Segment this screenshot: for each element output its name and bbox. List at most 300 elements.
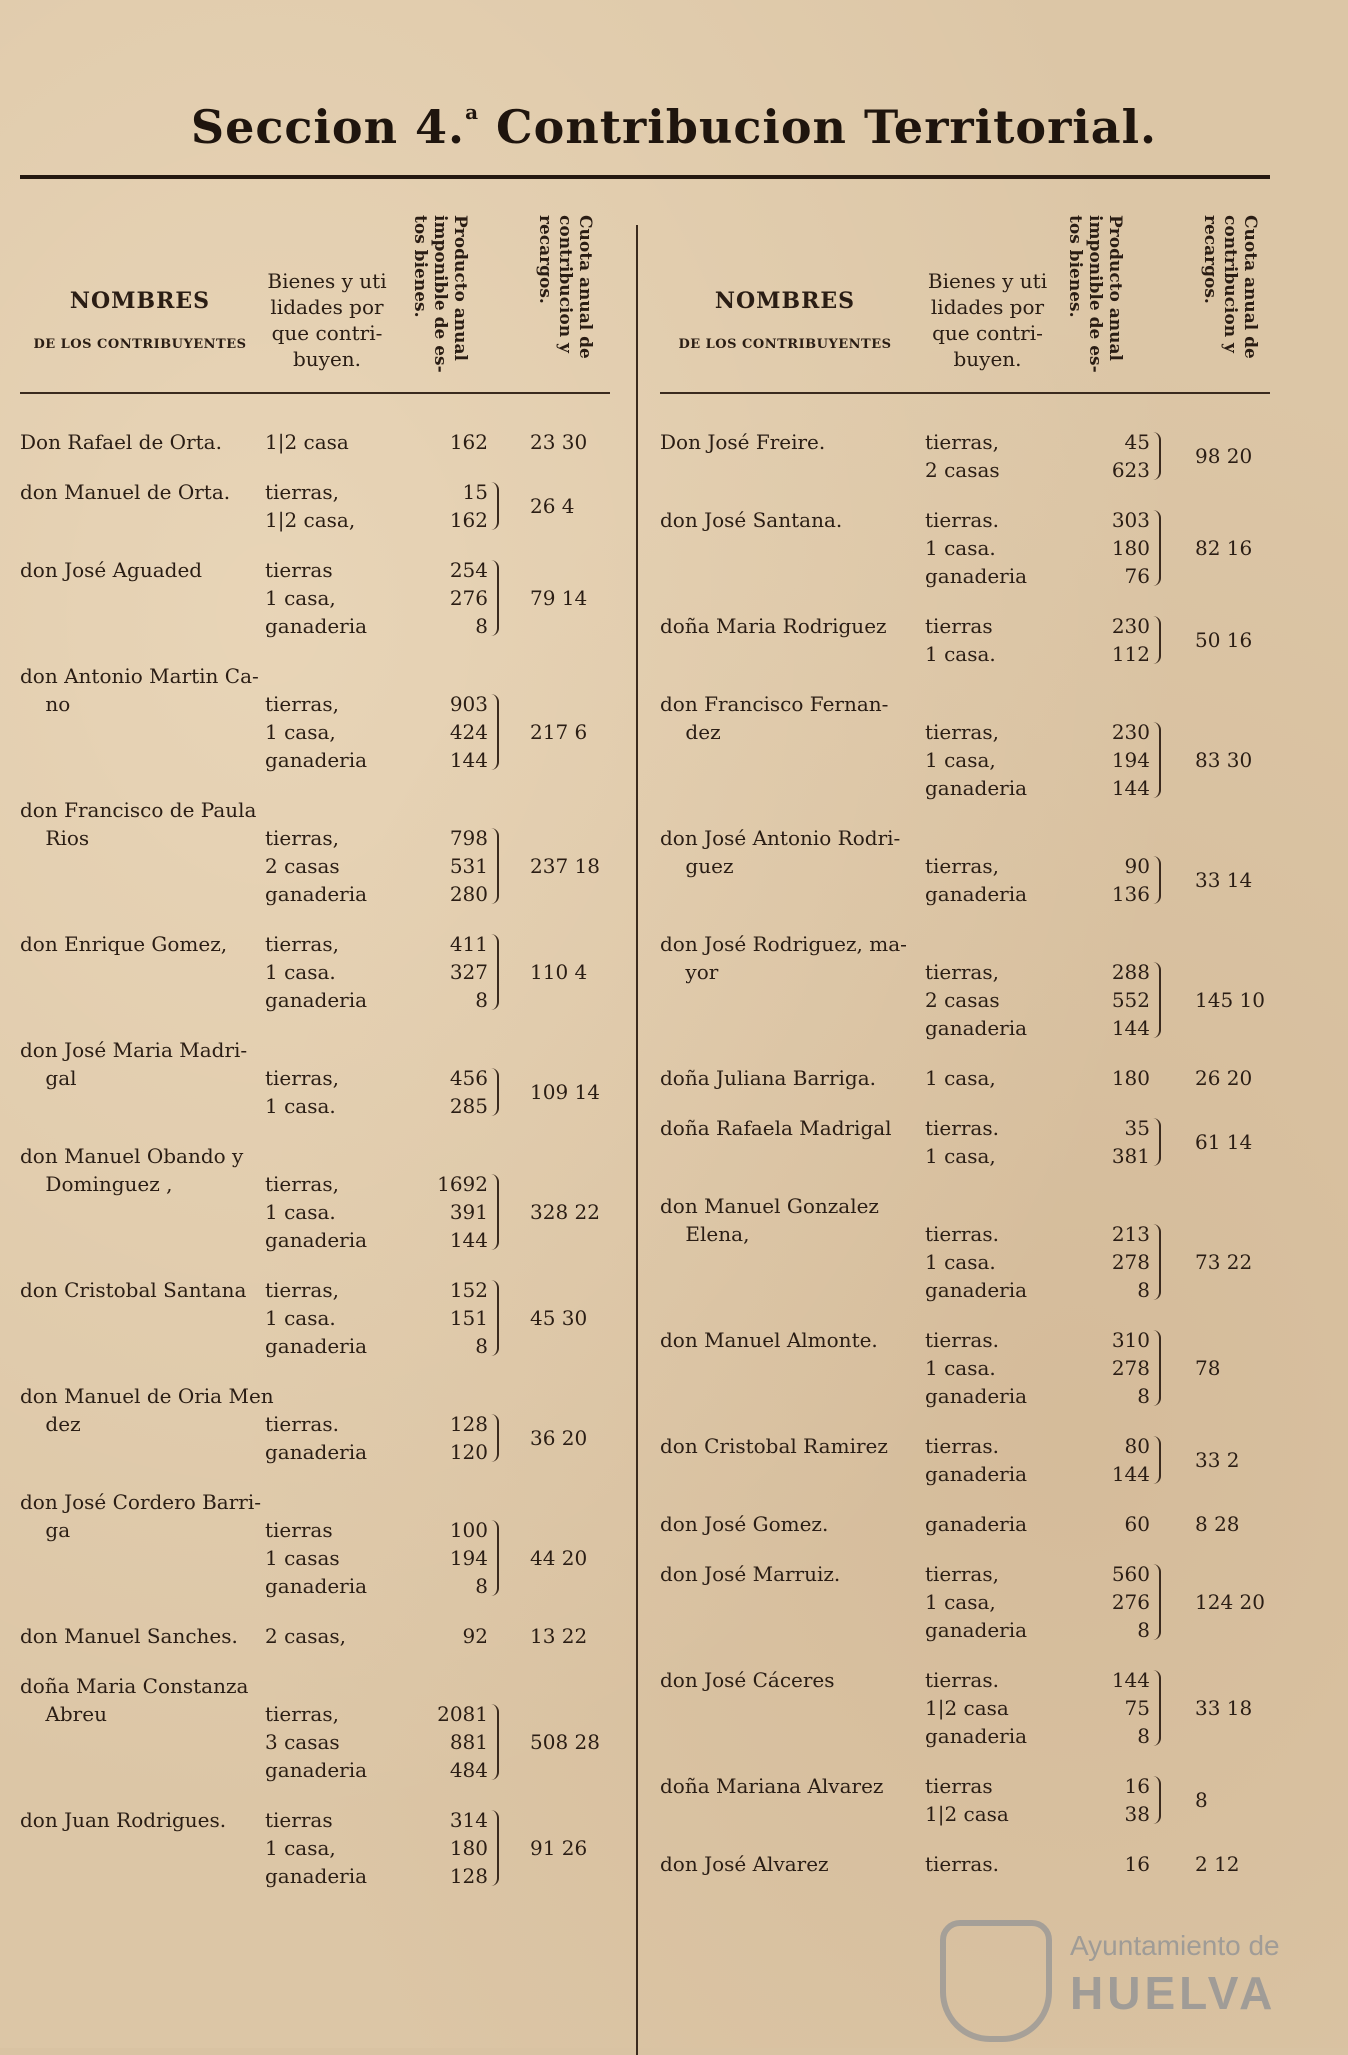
goods-item: 1 casa,	[925, 1144, 996, 1168]
values-list	[1082, 1326, 1150, 1410]
value-item: 411	[449, 932, 488, 956]
values-list	[1082, 958, 1150, 1042]
annual-quota: 78	[1195, 1356, 1221, 1380]
contributor-name: don José Santana.	[660, 508, 843, 532]
brace	[491, 482, 499, 530]
contributor-name: don José Cordero Barri- ga	[20, 1490, 261, 1542]
goods-list	[925, 1326, 1027, 1410]
right-header-bienes	[920, 268, 1055, 372]
values-list	[420, 1622, 488, 1650]
brace	[1153, 1670, 1161, 1746]
header-names-small: DE LOS CONTRIBUYENTES	[33, 337, 247, 352]
contributor-name: don Francisco de Paula Rios	[20, 798, 257, 850]
brace	[491, 1810, 499, 1886]
header-bienes-line: lidades por	[270, 295, 384, 319]
goods-list	[265, 1064, 339, 1120]
contributor-name: doña Rafaela Madrigal	[660, 1116, 892, 1140]
contributor-name: doña Juliana Barriga.	[660, 1066, 877, 1090]
goods-list	[925, 1560, 1027, 1644]
value-item: 144	[449, 1228, 488, 1252]
goods-item: 2 casas	[925, 458, 1000, 482]
contributor-name: don José Maria Madri- gal	[20, 1038, 248, 1090]
goods-list	[925, 1510, 1027, 1538]
contributor-name: don José Antonio Rodri- guez	[660, 826, 901, 878]
value-item: 903	[449, 692, 488, 716]
goods-list	[925, 612, 996, 668]
brace	[491, 560, 499, 636]
values-list	[420, 1276, 488, 1360]
value-item: 112	[1111, 642, 1150, 666]
value-item: 15	[462, 480, 488, 504]
brace	[491, 1414, 499, 1462]
goods-item: ganaderia	[265, 988, 368, 1012]
value-item: 8	[1137, 1724, 1150, 1748]
goods-item: ganaderia	[265, 1864, 368, 1888]
contributor-name: don Manuel de Orta.	[20, 480, 231, 504]
value-item: 314	[449, 1808, 488, 1832]
goods-item: 1 casa.	[265, 960, 336, 984]
goods-item: ganaderia	[925, 776, 1028, 800]
title-rest: Contribucion Territorial.	[479, 100, 1158, 154]
brace	[1153, 1564, 1161, 1640]
goods-item: 1 casa.	[925, 642, 996, 666]
contributor-name: don Manuel Obando y Dominguez ,	[20, 1144, 244, 1196]
goods-list	[265, 1622, 346, 1650]
value-item: 35	[1124, 1116, 1150, 1140]
brace	[1153, 616, 1161, 664]
goods-item: 1 casa.	[265, 1306, 336, 1330]
values-list	[1082, 1114, 1150, 1170]
value-item: 16	[1124, 1774, 1150, 1798]
annual-quota: 83 30	[1195, 748, 1253, 772]
left-header-bienes	[262, 268, 392, 372]
value-item: 180	[1111, 536, 1150, 560]
annual-quota: 73 22	[1195, 1250, 1253, 1274]
goods-item: 1|2 casa,	[265, 508, 356, 532]
goods-list	[925, 852, 1027, 908]
goods-item: 1|2 casa	[265, 430, 349, 454]
goods-item: 1 casa.	[925, 536, 996, 560]
column-divider	[636, 225, 638, 2055]
goods-item: 2 casas	[925, 988, 1000, 1012]
goods-item: tierras,	[265, 1172, 339, 1196]
goods-item: ganaderia	[925, 1016, 1028, 1040]
contributor-name: don Cristobal Ramirez	[660, 1434, 888, 1458]
value-item: 8	[1137, 1618, 1150, 1642]
goods-list	[925, 1220, 1027, 1304]
goods-item: 1|2 casa	[925, 1802, 1009, 1826]
brace	[491, 694, 499, 770]
goods-item: ganaderia	[925, 1278, 1028, 1302]
goods-list	[265, 1410, 367, 1466]
contributor-name: don José Marruiz.	[660, 1562, 841, 1586]
goods-item: tierras	[265, 1518, 333, 1542]
values-list	[1082, 1850, 1150, 1878]
contributor-name: doña Maria Constanza Abreu	[20, 1674, 249, 1726]
goods-item: tierras.	[925, 1116, 999, 1140]
goods-list	[265, 690, 367, 774]
goods-list	[925, 506, 1027, 590]
value-item: 456	[449, 1066, 488, 1090]
value-item: 798	[449, 826, 488, 850]
goods-item: ganaderia	[925, 1618, 1028, 1642]
goods-list	[925, 1666, 1027, 1750]
value-item: 80	[1124, 1434, 1150, 1458]
goods-list	[265, 478, 355, 534]
value-item: 162	[449, 430, 488, 454]
values-list	[1082, 1666, 1150, 1750]
contributor-name: don Manuel de Oria Men dez	[20, 1384, 274, 1436]
goods-list	[265, 930, 367, 1014]
values-list	[1082, 852, 1150, 908]
values-list	[1082, 1220, 1150, 1304]
annual-quota: 109 14	[530, 1080, 600, 1104]
value-item: 75	[1124, 1696, 1150, 1720]
goods-list	[265, 1276, 367, 1360]
archive-stamp	[940, 1910, 1320, 2020]
right-header-producto: Producto anual imponible de es- tos bienes.	[1065, 215, 1125, 373]
goods-item: 1 casa.	[925, 1250, 996, 1274]
value-item: 144	[1111, 1668, 1150, 1692]
goods-item: tierras	[925, 614, 993, 638]
value-item: 881	[449, 1730, 488, 1754]
goods-item: ganaderia	[265, 1228, 368, 1252]
annual-quota: 124 20	[1195, 1590, 1265, 1614]
goods-item: 2 casas	[265, 854, 340, 878]
page-title	[0, 100, 1348, 154]
goods-list	[925, 1064, 996, 1092]
goods-item: tierras.	[925, 508, 999, 532]
brace	[1153, 722, 1161, 798]
annual-quota: 145 10	[1195, 988, 1265, 1012]
value-item: 144	[1111, 776, 1150, 800]
value-item: 213	[1111, 1222, 1150, 1246]
goods-item: ganaderia	[925, 1462, 1028, 1486]
shield-icon	[940, 1920, 1052, 2042]
value-item: 391	[449, 1200, 488, 1224]
brace	[1153, 1118, 1161, 1166]
goods-item: tierras	[265, 1808, 333, 1832]
annual-quota: 13 22	[530, 1624, 588, 1648]
values-list	[420, 428, 488, 456]
value-item: 310	[1111, 1328, 1150, 1352]
value-item: 120	[449, 1440, 488, 1464]
value-item: 60	[1124, 1512, 1150, 1536]
value-item: 144	[1111, 1016, 1150, 1040]
header-bienes-line: buyen.	[292, 347, 362, 371]
contributor-name: don Enrique Gomez,	[20, 932, 228, 956]
goods-item: ganaderia	[925, 564, 1028, 588]
goods-item: 2 casas,	[265, 1624, 347, 1648]
goods-item: tierras	[265, 558, 333, 582]
values-list	[420, 824, 488, 908]
header-names-big: NOMBRES	[714, 288, 856, 314]
value-item: 194	[1111, 748, 1150, 772]
left-header-rule	[20, 392, 610, 394]
brace	[1153, 1224, 1161, 1300]
goods-list	[265, 556, 367, 640]
right-header-names	[660, 290, 910, 356]
brace	[1153, 510, 1161, 586]
left-header-cuota: Cuota anual de contribucion y recargos.	[535, 215, 595, 359]
annual-quota: 33 14	[1195, 868, 1253, 892]
goods-list	[925, 1850, 999, 1878]
values-list	[420, 690, 488, 774]
annual-quota: 45 30	[530, 1306, 588, 1330]
goods-item: tierras,	[925, 854, 999, 878]
goods-item: ganaderia	[925, 1384, 1028, 1408]
goods-item: 1 casa.	[265, 1200, 336, 1224]
goods-list	[265, 824, 367, 908]
value-item: 303	[1111, 508, 1150, 532]
goods-item: tierras.	[925, 1434, 999, 1458]
value-item: 8	[1137, 1278, 1150, 1302]
contributor-name: don Manuel Sanches.	[20, 1624, 238, 1648]
goods-list	[265, 1700, 367, 1784]
title-superscript: a	[465, 100, 480, 124]
value-item: 45	[1124, 430, 1150, 454]
value-item: 136	[1111, 882, 1150, 906]
contributor-name: don Cristobal Santana	[20, 1278, 247, 1302]
brace	[1153, 1436, 1161, 1484]
contributor-name: don Antonio Martin Ca- no	[20, 664, 259, 716]
goods-item: ganaderia	[265, 748, 368, 772]
value-item: 280	[449, 882, 488, 906]
annual-quota: 33 2	[1195, 1448, 1240, 1472]
value-item: 623	[1111, 458, 1150, 482]
brace	[491, 828, 499, 904]
values-list	[420, 556, 488, 640]
goods-list	[925, 1432, 1027, 1488]
values-list	[1082, 506, 1150, 590]
value-item: 560	[1111, 1562, 1150, 1586]
values-list	[420, 1064, 488, 1120]
values-list	[1082, 1432, 1150, 1488]
goods-item: ganaderia	[265, 1440, 368, 1464]
goods-list	[925, 1772, 1009, 1828]
goods-item: ganaderia	[925, 882, 1028, 906]
goods-item: ganaderia	[925, 1724, 1028, 1748]
header-bienes-line: que contri-	[932, 321, 1043, 345]
title-main: Seccion 4.	[190, 100, 466, 154]
value-item: 381	[1111, 1144, 1150, 1168]
goods-item: 1 casa,	[265, 1836, 336, 1860]
goods-item: 1 casa,	[925, 1590, 996, 1614]
goods-list	[925, 718, 1027, 802]
stamp-line2: HUELVA	[1070, 1967, 1277, 2019]
value-item: 76	[1124, 564, 1150, 588]
goods-item: tierras,	[925, 1562, 999, 1586]
contributor-name: don Francisco Fernan- dez	[660, 692, 889, 744]
goods-item: tierras,	[265, 1066, 339, 1090]
goods-item: 1|2 casa	[925, 1696, 1009, 1720]
annual-quota: 110 4	[530, 960, 588, 984]
values-list	[420, 1170, 488, 1254]
annual-quota: 8	[1195, 1788, 1208, 1812]
goods-item: tierras.	[925, 1328, 999, 1352]
annual-quota: 98 20	[1195, 444, 1253, 468]
contributor-name: doña Mariana Alvarez	[660, 1774, 884, 1798]
value-item: 8	[475, 1574, 488, 1598]
value-item: 531	[449, 854, 488, 878]
annual-quota: 217 6	[530, 720, 588, 744]
goods-list	[265, 1170, 367, 1254]
annual-quota: 26 20	[1195, 1066, 1253, 1090]
annual-quota: 508 28	[530, 1730, 600, 1754]
goods-item: ganaderia	[265, 882, 368, 906]
value-item: 327	[449, 960, 488, 984]
value-item: 92	[462, 1624, 488, 1648]
value-item: 8	[475, 614, 488, 638]
value-item: 254	[449, 558, 488, 582]
goods-item: tierras,	[265, 1278, 339, 1302]
value-item: 1692	[437, 1172, 488, 1196]
goods-item: tierras,	[265, 932, 339, 956]
goods-list	[925, 958, 1027, 1042]
stamp-line1: Ayuntamiento de	[1070, 1930, 1280, 1961]
value-item: 128	[449, 1864, 488, 1888]
goods-item: tierras,	[265, 480, 339, 504]
value-item: 128	[449, 1412, 488, 1436]
header-bienes-line: Bienes y uti	[267, 269, 387, 293]
annual-quota: 33 18	[1195, 1696, 1253, 1720]
value-item: 152	[449, 1278, 488, 1302]
value-item: 484	[449, 1758, 488, 1782]
values-list	[1082, 428, 1150, 484]
goods-list	[265, 428, 349, 456]
brace	[491, 1068, 499, 1116]
goods-item: tierras.	[265, 1412, 339, 1436]
brace	[491, 1280, 499, 1356]
goods-item: tierras,	[925, 720, 999, 744]
values-list	[1082, 612, 1150, 668]
goods-item: ganaderia	[265, 1334, 368, 1358]
annual-quota: 91 26	[530, 1836, 588, 1860]
values-list	[420, 1806, 488, 1890]
goods-list	[925, 1114, 999, 1170]
annual-quota: 50 16	[1195, 628, 1253, 652]
goods-item: tierras,	[265, 692, 339, 716]
brace	[491, 1174, 499, 1250]
header-names-small: DE LOS CONTRIBUYENTES	[678, 337, 892, 352]
values-list	[1082, 1510, 1150, 1538]
contributor-name: Don José Freire.	[660, 430, 826, 454]
goods-item: 1 casa,	[265, 586, 336, 610]
goods-item: 1 casa,	[925, 1066, 996, 1090]
goods-item: tierras,	[925, 960, 999, 984]
header-bienes-line: buyen.	[953, 347, 1022, 371]
values-list	[420, 1410, 488, 1466]
value-item: 8	[475, 988, 488, 1012]
contributor-name: don Manuel Almonte.	[660, 1328, 878, 1352]
value-item: 144	[1111, 1462, 1150, 1486]
goods-item: ganaderia	[925, 1512, 1028, 1536]
value-item: 278	[1111, 1356, 1150, 1380]
value-item: 552	[1111, 988, 1150, 1012]
values-list	[420, 930, 488, 1014]
contributor-name: don José Rodriguez, ma- yor	[660, 932, 907, 984]
contributor-name: don José Alvarez	[660, 1852, 829, 1876]
annual-quota: 82 16	[1195, 536, 1253, 560]
value-item: 151	[449, 1306, 488, 1330]
goods-item: tierras.	[925, 1852, 999, 1876]
annual-quota: 2 12	[1195, 1852, 1240, 1876]
goods-item: 3 casas	[265, 1730, 340, 1754]
value-item: 162	[449, 508, 488, 532]
goods-item: tierras,	[265, 1702, 339, 1726]
values-list	[1082, 1064, 1150, 1092]
contributor-name: don Juan Rodrigues.	[20, 1808, 227, 1832]
value-item: 285	[449, 1094, 488, 1118]
value-item: 230	[1111, 614, 1150, 638]
goods-item: ganaderia	[265, 614, 368, 638]
annual-quota: 328 22	[530, 1200, 600, 1224]
values-list	[420, 478, 488, 534]
value-item: 2081	[437, 1702, 488, 1726]
contributor-name: Don Rafael de Orta.	[20, 430, 222, 454]
annual-quota: 23 30	[530, 430, 588, 454]
values-list	[1082, 1560, 1150, 1644]
goods-item: ganaderia	[265, 1574, 368, 1598]
brace	[491, 934, 499, 1010]
annual-quota: 26 4	[530, 494, 575, 518]
brace	[1153, 432, 1161, 480]
goods-item: 1 casas	[265, 1546, 340, 1570]
values-list	[420, 1700, 488, 1784]
goods-list	[925, 428, 1000, 484]
contributor-name: don José Aguaded	[20, 558, 203, 582]
value-item: 276	[1111, 1590, 1150, 1614]
value-item: 180	[1111, 1066, 1150, 1090]
values-list	[1082, 1772, 1150, 1828]
annual-quota: 44 20	[530, 1546, 588, 1570]
value-item: 180	[449, 1836, 488, 1860]
goods-item: 1 casa,	[265, 720, 336, 744]
values-list	[420, 1516, 488, 1600]
left-header-names	[20, 290, 260, 356]
value-item: 276	[449, 586, 488, 610]
header-bienes-line: que contri-	[271, 321, 383, 345]
brace	[491, 1704, 499, 1780]
brace	[491, 1520, 499, 1596]
title-rule	[20, 175, 1270, 179]
left-header-producto: Producto anual imponible de es- tos bienes.	[410, 215, 470, 373]
header-names-big: NOMBRES	[69, 288, 211, 314]
goods-item: 1 casa,	[925, 748, 996, 772]
annual-quota: 237 18	[530, 854, 600, 878]
goods-item: tierras,	[925, 430, 999, 454]
contributor-name: don José Cáceres	[660, 1668, 835, 1692]
annual-quota: 79 14	[530, 586, 588, 610]
value-item: 8	[475, 1334, 488, 1358]
goods-item: ganaderia	[265, 1758, 368, 1782]
contributor-name: don José Gomez.	[660, 1512, 829, 1536]
annual-quota: 36 20	[530, 1426, 588, 1450]
header-bienes-line: Bienes y uti	[927, 269, 1048, 293]
contributor-name: don Manuel Gonzalez Elena,	[660, 1194, 879, 1246]
goods-item: 1 casa.	[265, 1094, 336, 1118]
value-item: 230	[1111, 720, 1150, 744]
goods-item: 1 casa.	[925, 1356, 996, 1380]
contributor-name: doña Maria Rodriguez	[660, 614, 887, 638]
goods-item: tierras.	[925, 1222, 999, 1246]
value-item: 288	[1111, 960, 1150, 984]
value-item: 16	[1124, 1852, 1150, 1876]
annual-quota: 8 28	[1195, 1512, 1240, 1536]
right-header-rule	[660, 392, 1270, 394]
value-item: 100	[449, 1518, 488, 1542]
values-list	[1082, 718, 1150, 802]
